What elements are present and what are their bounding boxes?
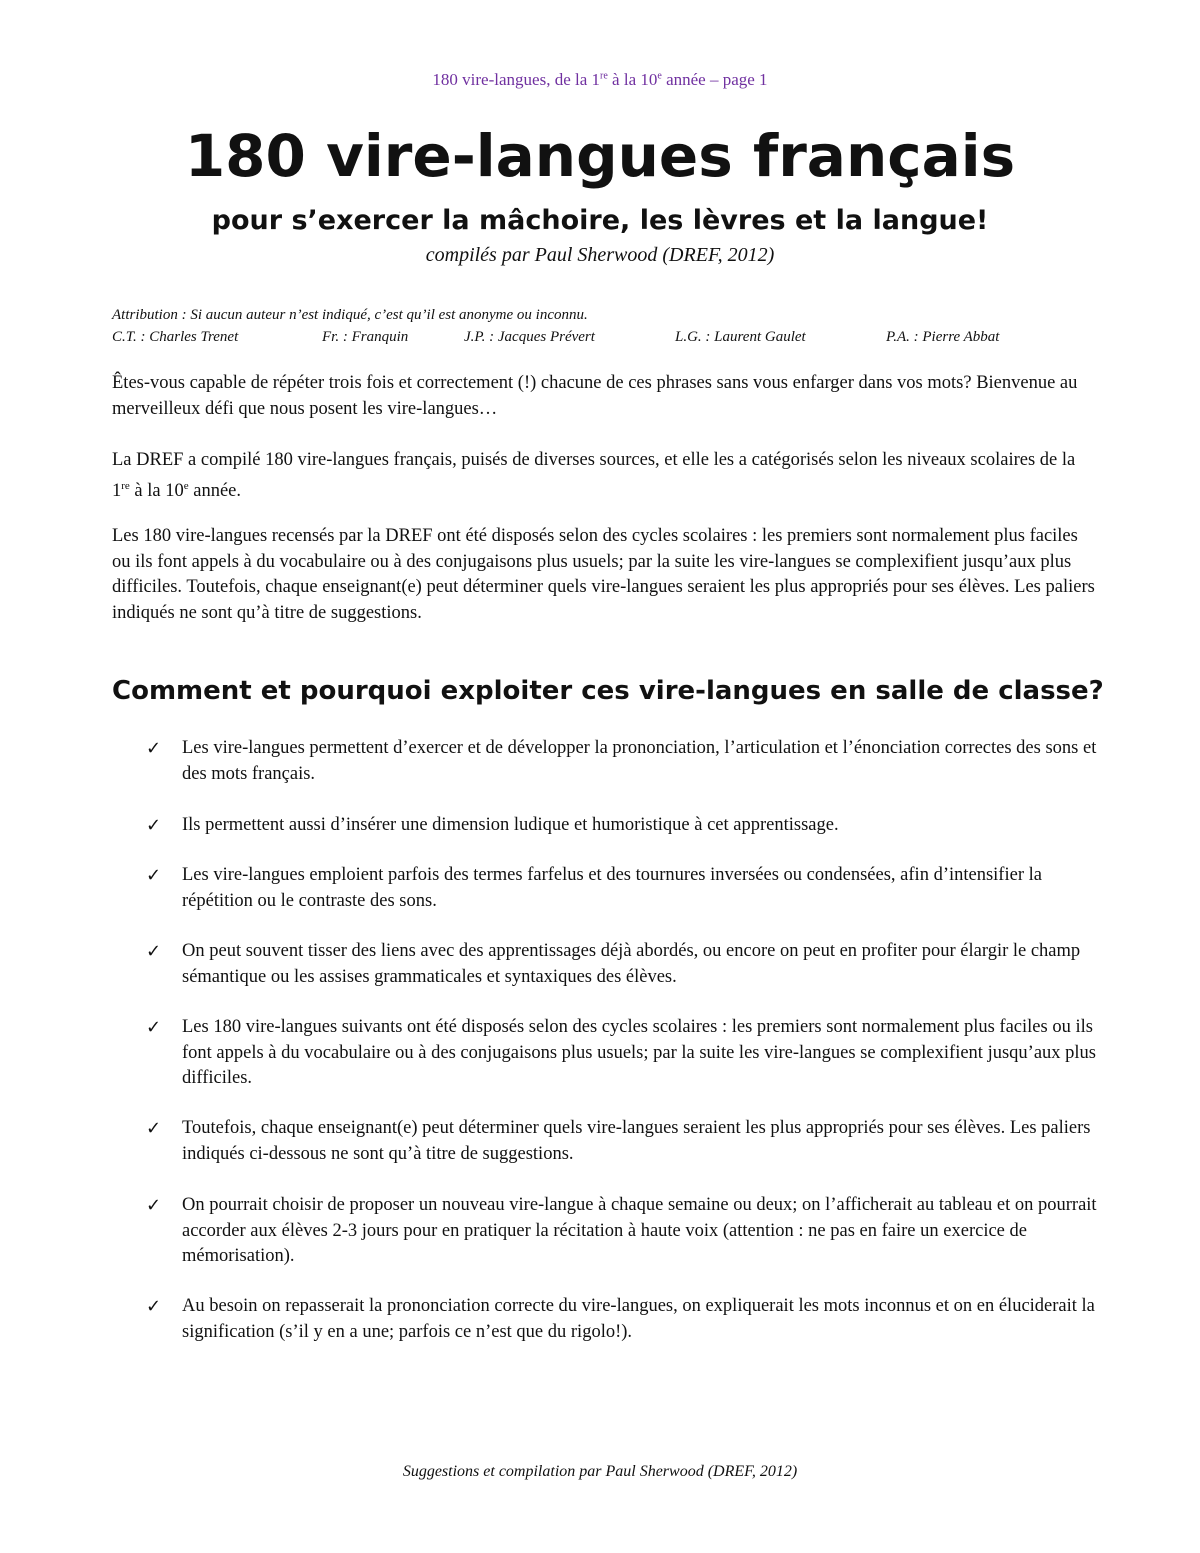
attribution-abbreviations	[112, 326, 1092, 348]
paragraph-text: à la 10	[129, 480, 184, 501]
intro-paragraph: Êtes-vous capable de répéter trois fois et correctement (!) chacune de ces phrases sans vous enfarger dans vos mots? Bienvenue au merveilleux défi que nous posent les vire-langues…	[112, 373, 1078, 419]
compiled-by-line: compilés par Paul Sherwood (DREF, 2012)	[425, 244, 775, 266]
paragraph-superscript: e	[183, 479, 189, 492]
list-item-text: Ils permettent aussi d’insérer une dimension ludique et humoristique à cet apprentissage.	[182, 815, 839, 835]
paragraph-text: année.	[188, 480, 242, 501]
list-item-text: On pourrait choisir de proposer un nouveau vire-langue à chaque semaine ou deux; on l’afficherait au tableau et on pourrait accorder aux élèves 2-3 jours pour en pratiquer la récitation à haute voix (attention : ne pas en faire un exercice de mémorisation).	[182, 1195, 1097, 1266]
header-superscript: e	[657, 70, 662, 82]
cycles-paragraph: Les 180 vire-langues recensés par la DREF ont été disposés selon des cycles scolaires : les premiers sont normalement plus faciles ou ils font appels à du vocabulaire ou à des conjugaisons plus usuels; par la suite les vire-langues se complexifient jusqu’aux plus difficiles. Toutefois, chaque enseignant(e) peut déterminer quels vire-langues seraient les plus appropriés pour ses élèves. Les paliers indiqués ne sont qu’à titre de suggestions.	[112, 526, 1095, 623]
list-item-text: Les 180 vire-langues suivants ont été disposés selon des cycles scolaires : les premiers sont normalement plus faciles ou ils font appels à du vocabulaire ou à des conjugaisons plus usuels; par la suite les vire-langues se complexifient jusqu’aux plus difficiles.	[182, 1017, 1096, 1088]
checkmark-icon: ✓	[146, 1296, 162, 1317]
compilation-paragraph	[112, 448, 1097, 504]
checkmark-icon: ✓	[146, 1118, 162, 1139]
abbreviation-item: P.A. : Pierre Abbat	[886, 329, 1000, 345]
paragraph-superscript: re	[121, 479, 130, 492]
page-footer: Suggestions et compilation par Paul Sherwood (DREF, 2012)	[402, 1463, 798, 1480]
list-item-text: Les vire-langues permettent d’exercer et de développer la prononciation, l’articulation et l’énonciation correctes des sons et des mots français.	[182, 738, 1097, 784]
checkmark-icon: ✓	[146, 738, 162, 759]
header-text: année – page 1	[661, 70, 768, 89]
checkmark-icon: ✓	[146, 865, 162, 886]
document-title: 180 vire-langues français	[184, 122, 1016, 190]
abbreviation-item: L.G. : Laurent Gaulet	[675, 329, 806, 345]
checkmark-icon: ✓	[146, 815, 162, 836]
list-item-text: Au besoin on repasserait la prononciation correcte du vire-langues, on expliquerait les mots inconnus et on en éluciderait la signification (s’il y en a une; parfois ce n’est que du rigolo!).	[182, 1296, 1095, 1342]
checkmark-icon: ✓	[146, 941, 162, 962]
abbreviation-item: C.T. : Charles Trenet	[112, 329, 239, 345]
abbreviation-item: J.P. : Jacques Prévert	[464, 329, 595, 345]
attribution-note: Attribution : Si aucun auteur n’est indiqué, c’est qu’il est anonyme ou inconnu.	[112, 307, 588, 323]
header-text: 180 vire-langues, de la 1	[432, 70, 601, 89]
section-heading: Comment et pourquoi exploiter ces vire-langues en salle de classe?	[112, 676, 1104, 706]
abbreviation-item: Fr. : Franquin	[322, 329, 409, 345]
page-header	[0, 70, 1200, 90]
attribution-block	[112, 304, 1092, 348]
list-item-text: Toutefois, chaque enseignant(e) peut déterminer quels vire-langues seraient les plus appropriés pour ses élèves. Les paliers indiqués ci-dessous ne sont qu’à titre de suggestions.	[182, 1118, 1091, 1164]
header-text: à la 10	[607, 70, 658, 89]
paragraph-text: La DREF a compilé 180 vire-langues français, puisés de diverses sources, et elle les a catégorisés selon les niveaux scolaires de la 1	[112, 450, 1076, 501]
list-item-text: On peut souvent tisser des liens avec des apprentissages déjà abordés, ou encore on peut en profiter pour élargir le champ sémantique ou les assises grammaticales et syntaxiques des élèves.	[182, 941, 1081, 987]
header-superscript: re	[600, 70, 608, 82]
document-subtitle: pour s’exercer la mâchoire, les lèvres et la langue!	[211, 205, 989, 236]
checkmark-icon: ✓	[146, 1017, 162, 1038]
list-item-text: Les vire-langues emploient parfois des termes farfelus et des tournures inversées ou condensées, afin d’intensifier la répétition ou le contraste des sons.	[182, 865, 1042, 911]
checkmark-icon: ✓	[146, 1195, 162, 1216]
